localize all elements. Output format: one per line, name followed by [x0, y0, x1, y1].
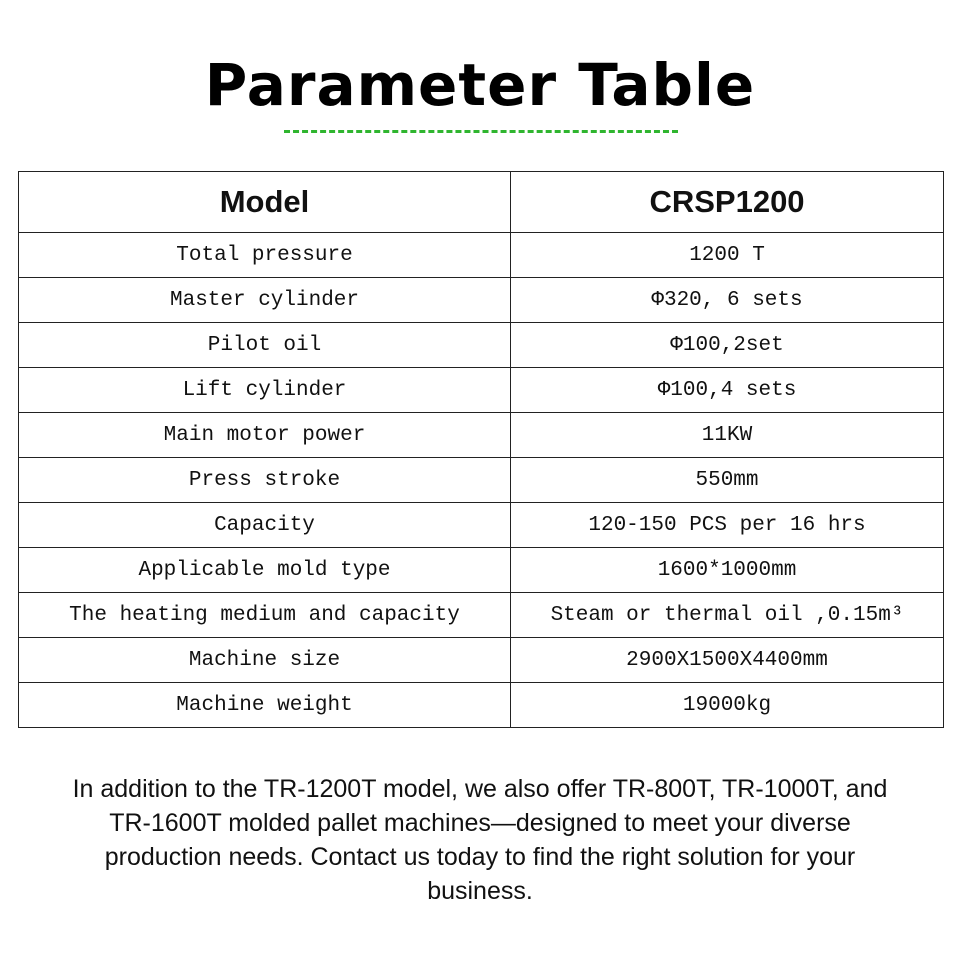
table-row — [19, 638, 944, 683]
row-value: 120-150 PCS per 16 hrs — [511, 503, 944, 548]
row-value: 11KW — [511, 413, 944, 458]
table-header-row — [19, 172, 944, 233]
row-label: Machine size — [19, 638, 511, 683]
row-label: Machine weight — [19, 683, 511, 728]
table-row — [19, 368, 944, 413]
row-label: Total pressure — [19, 233, 511, 278]
row-value: 2900X1500X4400mm — [511, 638, 944, 683]
title-divider — [284, 130, 678, 133]
row-value: 1600*1000mm — [511, 548, 944, 593]
parameter-table — [18, 171, 944, 728]
row-label: Press stroke — [19, 458, 511, 503]
row-value: Φ100,2set — [511, 323, 944, 368]
table-row — [19, 233, 944, 278]
row-label: Applicable mold type — [19, 548, 511, 593]
table-row — [19, 503, 944, 548]
header-label: Model — [19, 172, 511, 233]
row-value: 19000kg — [511, 683, 944, 728]
row-label: Master cylinder — [19, 278, 511, 323]
row-label: The heating medium and capacity — [19, 593, 511, 638]
table-row — [19, 323, 944, 368]
table-row — [19, 593, 944, 638]
table-row — [19, 278, 944, 323]
row-value: Φ100,4 sets — [511, 368, 944, 413]
header-value: CRSP1200 — [511, 172, 944, 233]
page-title: Parameter Table — [204, 51, 756, 119]
table-row — [19, 683, 944, 728]
row-value: Steam or thermal oil ,0.15m³ — [511, 593, 944, 638]
table-row — [19, 458, 944, 503]
table-row — [19, 413, 944, 458]
row-value: Φ320, 6 sets — [511, 278, 944, 323]
row-value: 550mm — [511, 458, 944, 503]
row-label: Capacity — [19, 503, 511, 548]
row-label: Pilot oil — [19, 323, 511, 368]
row-label: Main motor power — [19, 413, 511, 458]
product-note: In addition to the TR-1200T model, we also offer TR-800T, TR-1000T, and TR-1600T molded pallet machines—designed to meet your diverse production needs. Contact us today to find the right solution for your business. — [72, 775, 888, 905]
row-label: Lift cylinder — [19, 368, 511, 413]
row-value: 1200 T — [511, 233, 944, 278]
table-row — [19, 548, 944, 593]
